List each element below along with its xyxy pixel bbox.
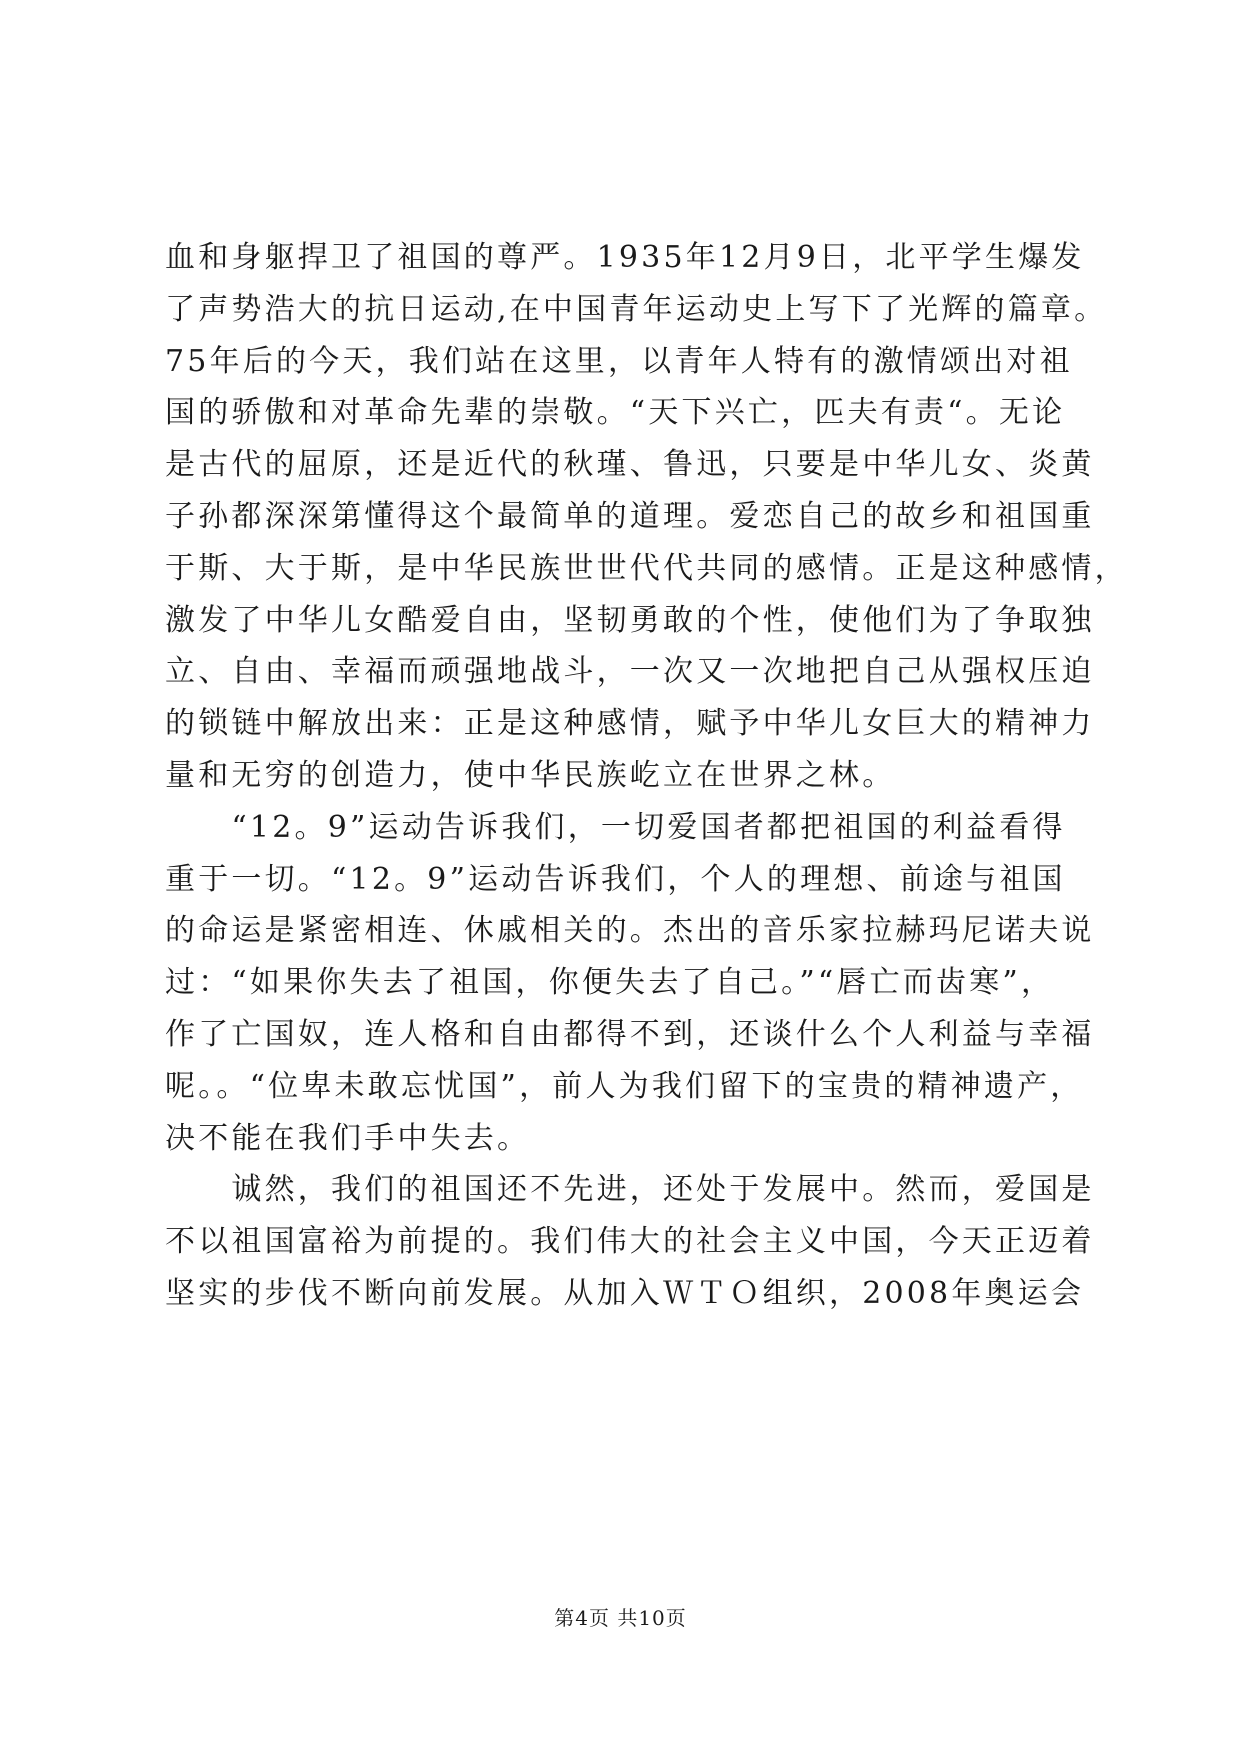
text-line: 国的骄傲和对革命先辈的崇敬。“天下兴亡，匹夫有责“。无论 bbox=[165, 395, 1066, 431]
text-line: 重于一切。“12。9”运动告诉我们，个人的理想、前途与祖国 bbox=[165, 861, 1066, 897]
text-line: 诚然，我们的祖国还不先进，还处于发展中。然而，爱国是 bbox=[165, 1172, 1095, 1208]
text-line: 决不能在我们手中失去。 bbox=[165, 1120, 531, 1156]
text-line: 了声势浩大的抗日运动,在中国青年运动史上写下了光辉的篇章。 bbox=[165, 291, 1108, 327]
text-line: 的命运是紧密相连、休戚相关的。杰出的音乐家拉赫玛尼诺夫说 bbox=[165, 913, 1095, 949]
page-footer: 第4页 共10页 bbox=[554, 1606, 687, 1630]
text-line: “12。9”运动告诉我们，一切爱国者都把祖国的利益看得 bbox=[165, 809, 1066, 845]
text-line: 量和无穷的创造力，使中华民族屹立在世界之林。 bbox=[165, 757, 896, 793]
text-line: 的锁链中解放出来：正是这种感情，赋予中华儿女巨大的精神力 bbox=[165, 706, 1095, 742]
text-line: 立、自由、幸福而顽强地战斗，一次又一次地把自己从强权压迫 bbox=[165, 654, 1095, 690]
text-line: 坚实的步伐不断向前发展。从加入ＷＴＯ组织，2008年奥运会 bbox=[165, 1275, 1085, 1311]
text-line: 75年后的今天，我们站在这里，以青年人特有的激情颂出对祖 bbox=[165, 343, 1073, 379]
text-line: 子孙都深深第懂得这个最简单的道理。爱恋自己的故乡和祖国重 bbox=[165, 498, 1095, 534]
text-line: 不以祖国富裕为前提的。我们伟大的社会主义中国，今天正迈着 bbox=[165, 1224, 1095, 1260]
text-line: 呢。。“位卑未敢忘忧国”，前人为我们留下的宝贵的精神遗产， bbox=[165, 1068, 1084, 1104]
text-line: 过：“如果你失去了祖国，你便失去了自己。”“唇亡而齿寒”， bbox=[165, 965, 1055, 1001]
text-line: 血和身躯捍卫了祖国的尊严。1935年12月9日，北平学生爆发 bbox=[165, 240, 1085, 275]
text-line: 作了亡国奴，连人格和自由都得不到，还谈什么个人利益与幸福 bbox=[165, 1016, 1095, 1052]
text-line: 于斯、大于斯，是中华民族世世代代共同的感情。正是这种感情， bbox=[165, 550, 1128, 586]
text-line: 是古代的屈原，还是近代的秋瑾、鲁迅，只要是中华儿女、炎黄 bbox=[165, 447, 1095, 483]
text-line: 激发了中华儿女酷爱自由，坚韧勇敢的个性，使他们为了争取独 bbox=[165, 602, 1095, 638]
body-text bbox=[165, 232, 1128, 1320]
